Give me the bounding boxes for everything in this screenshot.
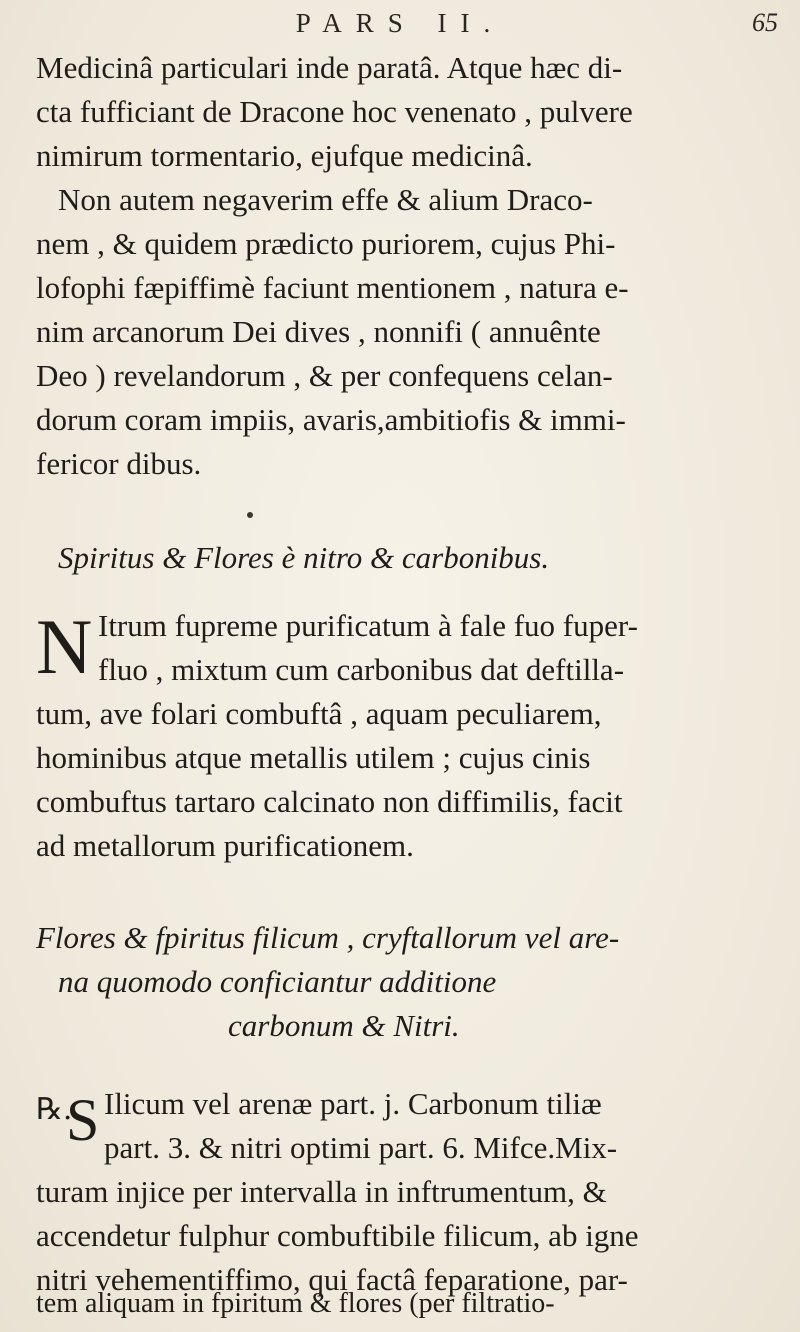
text-line: Non autem negaverim effe & alium Draco- (58, 182, 593, 217)
text-line: dorum coram impiis, avaris,ambitiofis & immi- (36, 402, 626, 437)
running-head: PARS II. (295, 8, 505, 38)
drop-capital: N (36, 603, 93, 690)
text-line: nimirum tormentario, ejufque medicinâ. (36, 138, 533, 173)
section-heading-1: Spiritus & Flores è nitro & carbonibus. (58, 540, 550, 575)
recipe-symbol: ℞. (36, 1092, 73, 1127)
heading-line: Flores & fpiritus filicum , cryftallorum vel are- (36, 920, 620, 955)
heading-line: carbonum & Nitri. (228, 1008, 460, 1043)
text-line: nitri vehementiffimo, qui factâ feparatione, par- (36, 1262, 628, 1297)
page-number: 65 (752, 8, 778, 37)
text-line: Medicinâ particulari inde paratâ. Atque hæc di- (36, 50, 623, 85)
text-line: nem , & quidem prædicto puriorem, cujus Phi- (36, 226, 616, 261)
text-line: hominibus atque metallis utilem ; cujus cinis (36, 740, 591, 775)
text-line: tum, ave folari combuftâ , aquam peculiarem, (36, 696, 602, 731)
heading-line: na quomodo conficiantur additione (58, 964, 497, 999)
text-line: part. 3. & nitri optimi part. 6. Mifce.Mix- (104, 1130, 618, 1165)
ink-dot (247, 512, 253, 518)
text-line: cta fufficiant de Dracone hoc venenato , pulvere (36, 94, 633, 129)
drop-capital: S (66, 1087, 100, 1153)
text-line: accendetur fulphur combuftibile filicum, ab igne (36, 1218, 639, 1253)
text-line: lofophi fæpiffimè faciunt mentionem , natura e- (36, 270, 629, 305)
text-line: fluo , mixtum cum carbonibus dat deftilla- (98, 652, 625, 687)
text-line: Deo ) revelandorum , & per confequens celan- (36, 358, 613, 393)
text-line: fericor dibus. (36, 446, 202, 481)
text-line: ad metallorum purificationem. (36, 828, 414, 863)
text-line: turam injice per intervalla in inftrumentum, & (36, 1174, 607, 1209)
text-line: tem aliquam in fpiritum & flores (per filtratio- (36, 1288, 555, 1319)
page-header (0, 4, 800, 40)
text-line: Itrum fupreme purificatum à fale fuo fuper- (98, 608, 638, 643)
text-line: combuftus tartaro calcinato non diffimilis, facit (36, 784, 623, 819)
text-line: Ilicum vel arenæ part. j. Carbonum tiliæ (104, 1086, 602, 1121)
text-line: nim arcanorum Dei dives , nonnifi ( annuênte (36, 314, 601, 349)
